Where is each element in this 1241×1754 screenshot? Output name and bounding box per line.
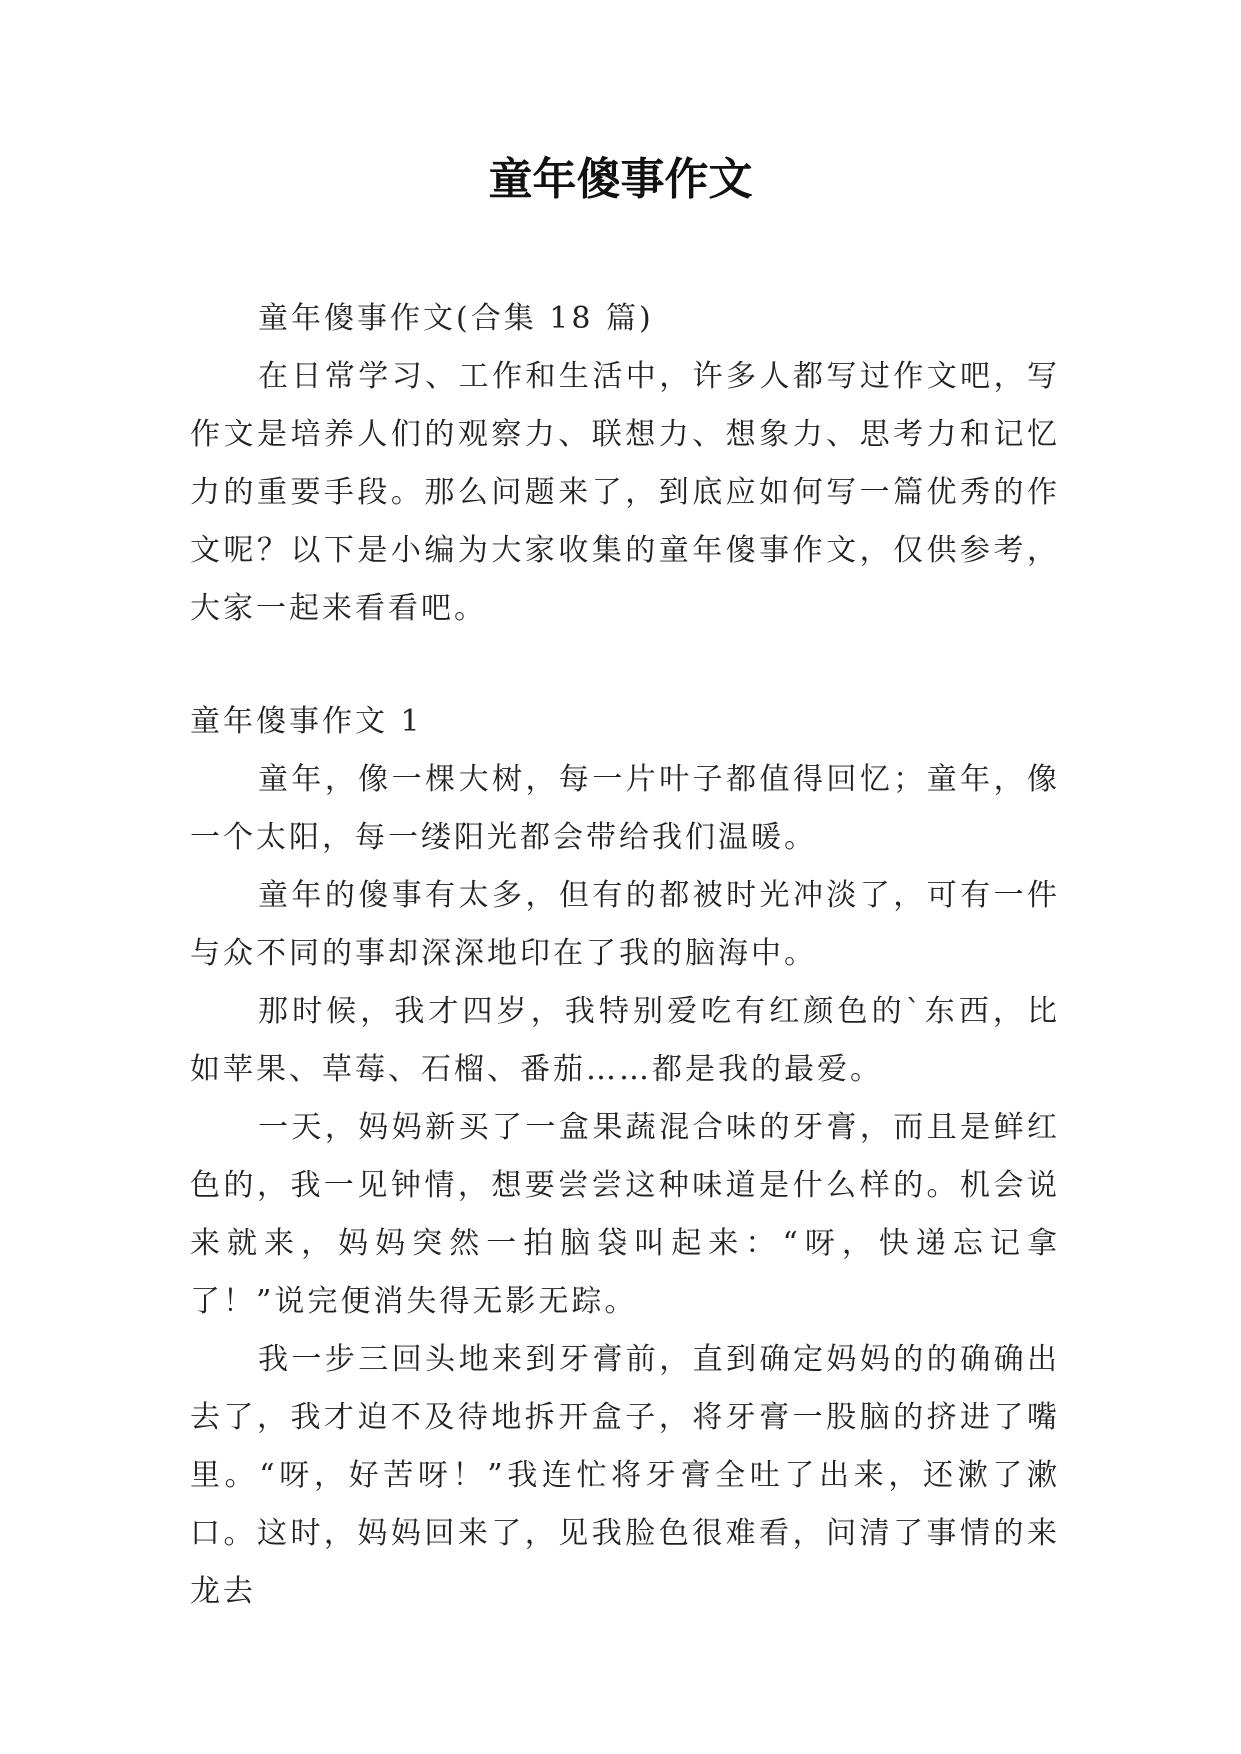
intro-paragraph: 在日常学习、工作和生活中，许多人都写过作文吧，写作文是培养人们的观察力、联想力、想象力、思考力和记忆力的重要手段。那么问题来了，到底应如何写一篇优秀的作文呢？以下是小编为大家收集的童年傻事作文，仅供参考，大家一起来看看吧。 (190, 359, 1060, 626)
essay-section (190, 693, 1060, 1621)
essay-paragraph: 我一步三回头地来到牙膏前，直到确定妈妈的的确确出去了，我才迫不及待地拆开盒子，将牙膏一股脑的挤进了嘴里。“呀，好苦呀！”我连忙将牙膏全吐了出来，还漱了漱口。这时，妈妈回来了，见我脸色很难看，问清了事情的来龙去 (190, 1342, 1060, 1609)
intro-subtitle: 童年傻事作文(合集 18 篇) (258, 301, 654, 336)
essay-heading: 童年傻事作文 1 (190, 704, 423, 739)
essay-paragraph: 童年的傻事有太多，但有的都被时光冲淡了，可有一件与众不同的事却深深地印在了我的脑海中。 (190, 878, 1060, 971)
essay-paragraph: 那时候，我才四岁，我特别爱吃有红颜色的`东西，比如苹果、草莓、石榴、番茄……都是我的最爱。 (190, 994, 1060, 1087)
document-title: 童年傻事作文 (488, 154, 753, 205)
essay-paragraph: 一天，妈妈新买了一盒果蔬混合味的牙膏，而且是鲜红色的，我一见钟情，想要尝尝这种味道是什么样的。机会说来就来，妈妈突然一拍脑袋叫起来：“呀，快递忘记拿了！”说完便消失得无影无踪。 (190, 1110, 1060, 1319)
essay-paragraph: 童年，像一棵大树，每一片叶子都值得回忆；童年，像一个太阳，每一缕阳光都会带给我们温暖。 (190, 762, 1060, 855)
intro-section (190, 290, 1060, 638)
